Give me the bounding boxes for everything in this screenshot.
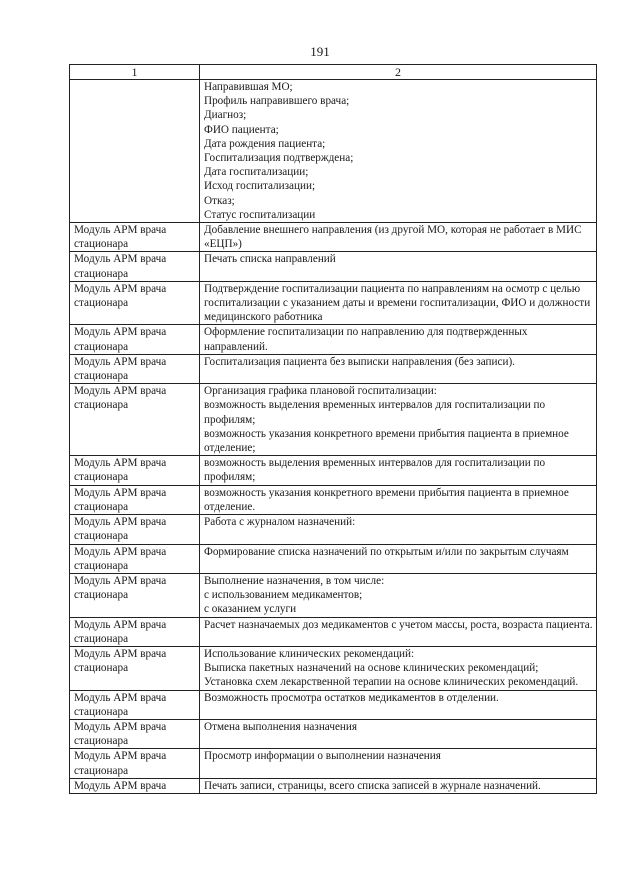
description-cell [200,573,597,617]
list-item: Отказ; [204,194,235,207]
description-cell [200,778,597,793]
description-text: Использование клинических рекомендаций: [204,647,415,660]
description-text: Формирование списка назначений по открытым и/или по закрытым случаям [204,545,569,558]
module-cell: Модуль АРМ врача стационара [70,646,200,690]
continuation-cell-1 [70,80,200,223]
module-cell: Модуль АРМ врача стационара [70,573,200,617]
module-cell: Модуль АРМ врача стационара [70,281,200,325]
description-cell [200,515,597,544]
list-item: Госпитализация подтверждена; [204,152,354,165]
table-row [70,456,597,485]
module-cell: Модуль АРМ врача [70,778,200,793]
table-row [70,617,597,646]
description-text: Добавление внешнего направления (из другой МО, которая не работает в МИС «ЕЦП») [204,224,582,251]
description-cell [200,544,597,573]
requirements-table [69,64,597,794]
description-cell [200,617,597,646]
table-row [70,778,597,793]
module-cell: Модуль АРМ врача стационара [70,456,200,485]
description-text: Организация графика плановой госпитализации: [204,385,437,398]
description-cell [200,646,597,690]
module-cell: Модуль АРМ врача стационара [70,223,200,252]
module-cell: Модуль АРМ врача стационара [70,544,200,573]
description-text: возможность выделения временных интервалов для госпитализации по профилям; [204,457,546,484]
table-body [70,80,597,794]
description-cell [200,354,597,383]
table-row [70,384,597,456]
module-cell: Модуль АРМ врача стационара [70,384,200,456]
description-text: возможность указания конкретного времени прибытия пациента в приемное отделение; [204,427,569,455]
table-row [70,646,597,690]
table-row [70,749,597,778]
list-item: Статус госпитализации [204,208,316,221]
module-cell: Модуль АРМ врача стационара [70,617,200,646]
list-item: Направившая МО; [204,81,293,93]
table-row [70,690,597,719]
description-text: Оформление госпитализации по направлению для подтвержденных направлений. [204,326,528,353]
description-text: с оказанием услуги [204,603,297,616]
description-cell [200,456,597,485]
list-item: Исход госпитализации; [204,180,316,193]
description-text: Возможность просмотра остатков медикаментов в отделении. [204,691,499,704]
module-cell: Модуль АРМ врача стационара [70,515,200,544]
table-row [70,544,597,573]
description-text: Просмотр информации о выполнении назначения [204,750,441,763]
module-cell: Модуль АРМ врача стационара [70,325,200,354]
description-cell [200,485,597,514]
continuation-cell-2 [200,80,597,223]
description-text: Установка схем лекарственной терапии на основе клинических рекомендаций. [204,676,579,689]
description-text: Печать записи, страницы, всего списка записей в журнале назначений. [204,779,541,792]
table-row [70,325,597,354]
module-cell: Модуль АРМ врача стационара [70,485,200,514]
description-text: Подтверждение госпитализации пациента по направлениям на осмотр с целью госпитализации с указанием даты и времени госпитализации, ФИО и должности медицинского работника [204,282,591,324]
description-cell [200,252,597,281]
module-cell: Модуль АРМ врача стационара [70,719,200,748]
description-text: Выполнение назначения, в том числе: [204,574,385,587]
module-cell: Модуль АРМ врача стационара [70,690,200,719]
description-text: Выписка пакетных назначений на основе клинических рекомендаций; [204,662,539,675]
table-header-row [70,65,597,80]
list-item: Дата госпитализации; [204,166,309,179]
table-row-continuation [70,80,597,223]
description-text: Отмена выполнения назначения [204,720,358,733]
table-row [70,223,597,252]
description-cell [200,281,597,325]
table-row [70,281,597,325]
table-row [70,252,597,281]
table-row [70,485,597,514]
description-cell [200,749,597,778]
module-cell: Модуль АРМ врача стационара [70,252,200,281]
description-text: возможность выделения временных интервалов для госпитализации по профилям; [204,399,546,426]
table-row [70,354,597,383]
description-cell [200,690,597,719]
description-text: с использованием медикаментов; [204,589,363,602]
module-cell: Модуль АРМ врача стационара [70,354,200,383]
description-text: возможность указания конкретного времени прибытия пациента в приемное отделение. [204,486,569,513]
description-text: Госпитализация пациента без выписки направления (без записи). [204,355,515,368]
column-header-1: 1 [70,65,200,80]
description-cell [200,719,597,748]
description-text: Работа с журналом назначений: [204,516,356,529]
module-cell: Модуль АРМ врача стационара [70,749,200,778]
list-item: ФИО пациента; [204,123,279,136]
column-header-2: 2 [200,65,597,80]
description-cell [200,384,597,456]
description-cell [200,325,597,354]
description-text: Расчет назначаемых доз медикаментов с учетом массы, роста, возраста пациента. [204,618,593,631]
table-row [70,573,597,617]
description-text: Печать списка направлений [204,253,336,266]
page-number: 191 [310,44,330,59]
list-item: Профиль направившего врача; [204,95,350,108]
description-cell [200,223,597,252]
list-item: Дата рождения пациента; [204,137,326,150]
list-item: Диагноз; [204,109,247,122]
table-row [70,515,597,544]
table-row [70,719,597,748]
